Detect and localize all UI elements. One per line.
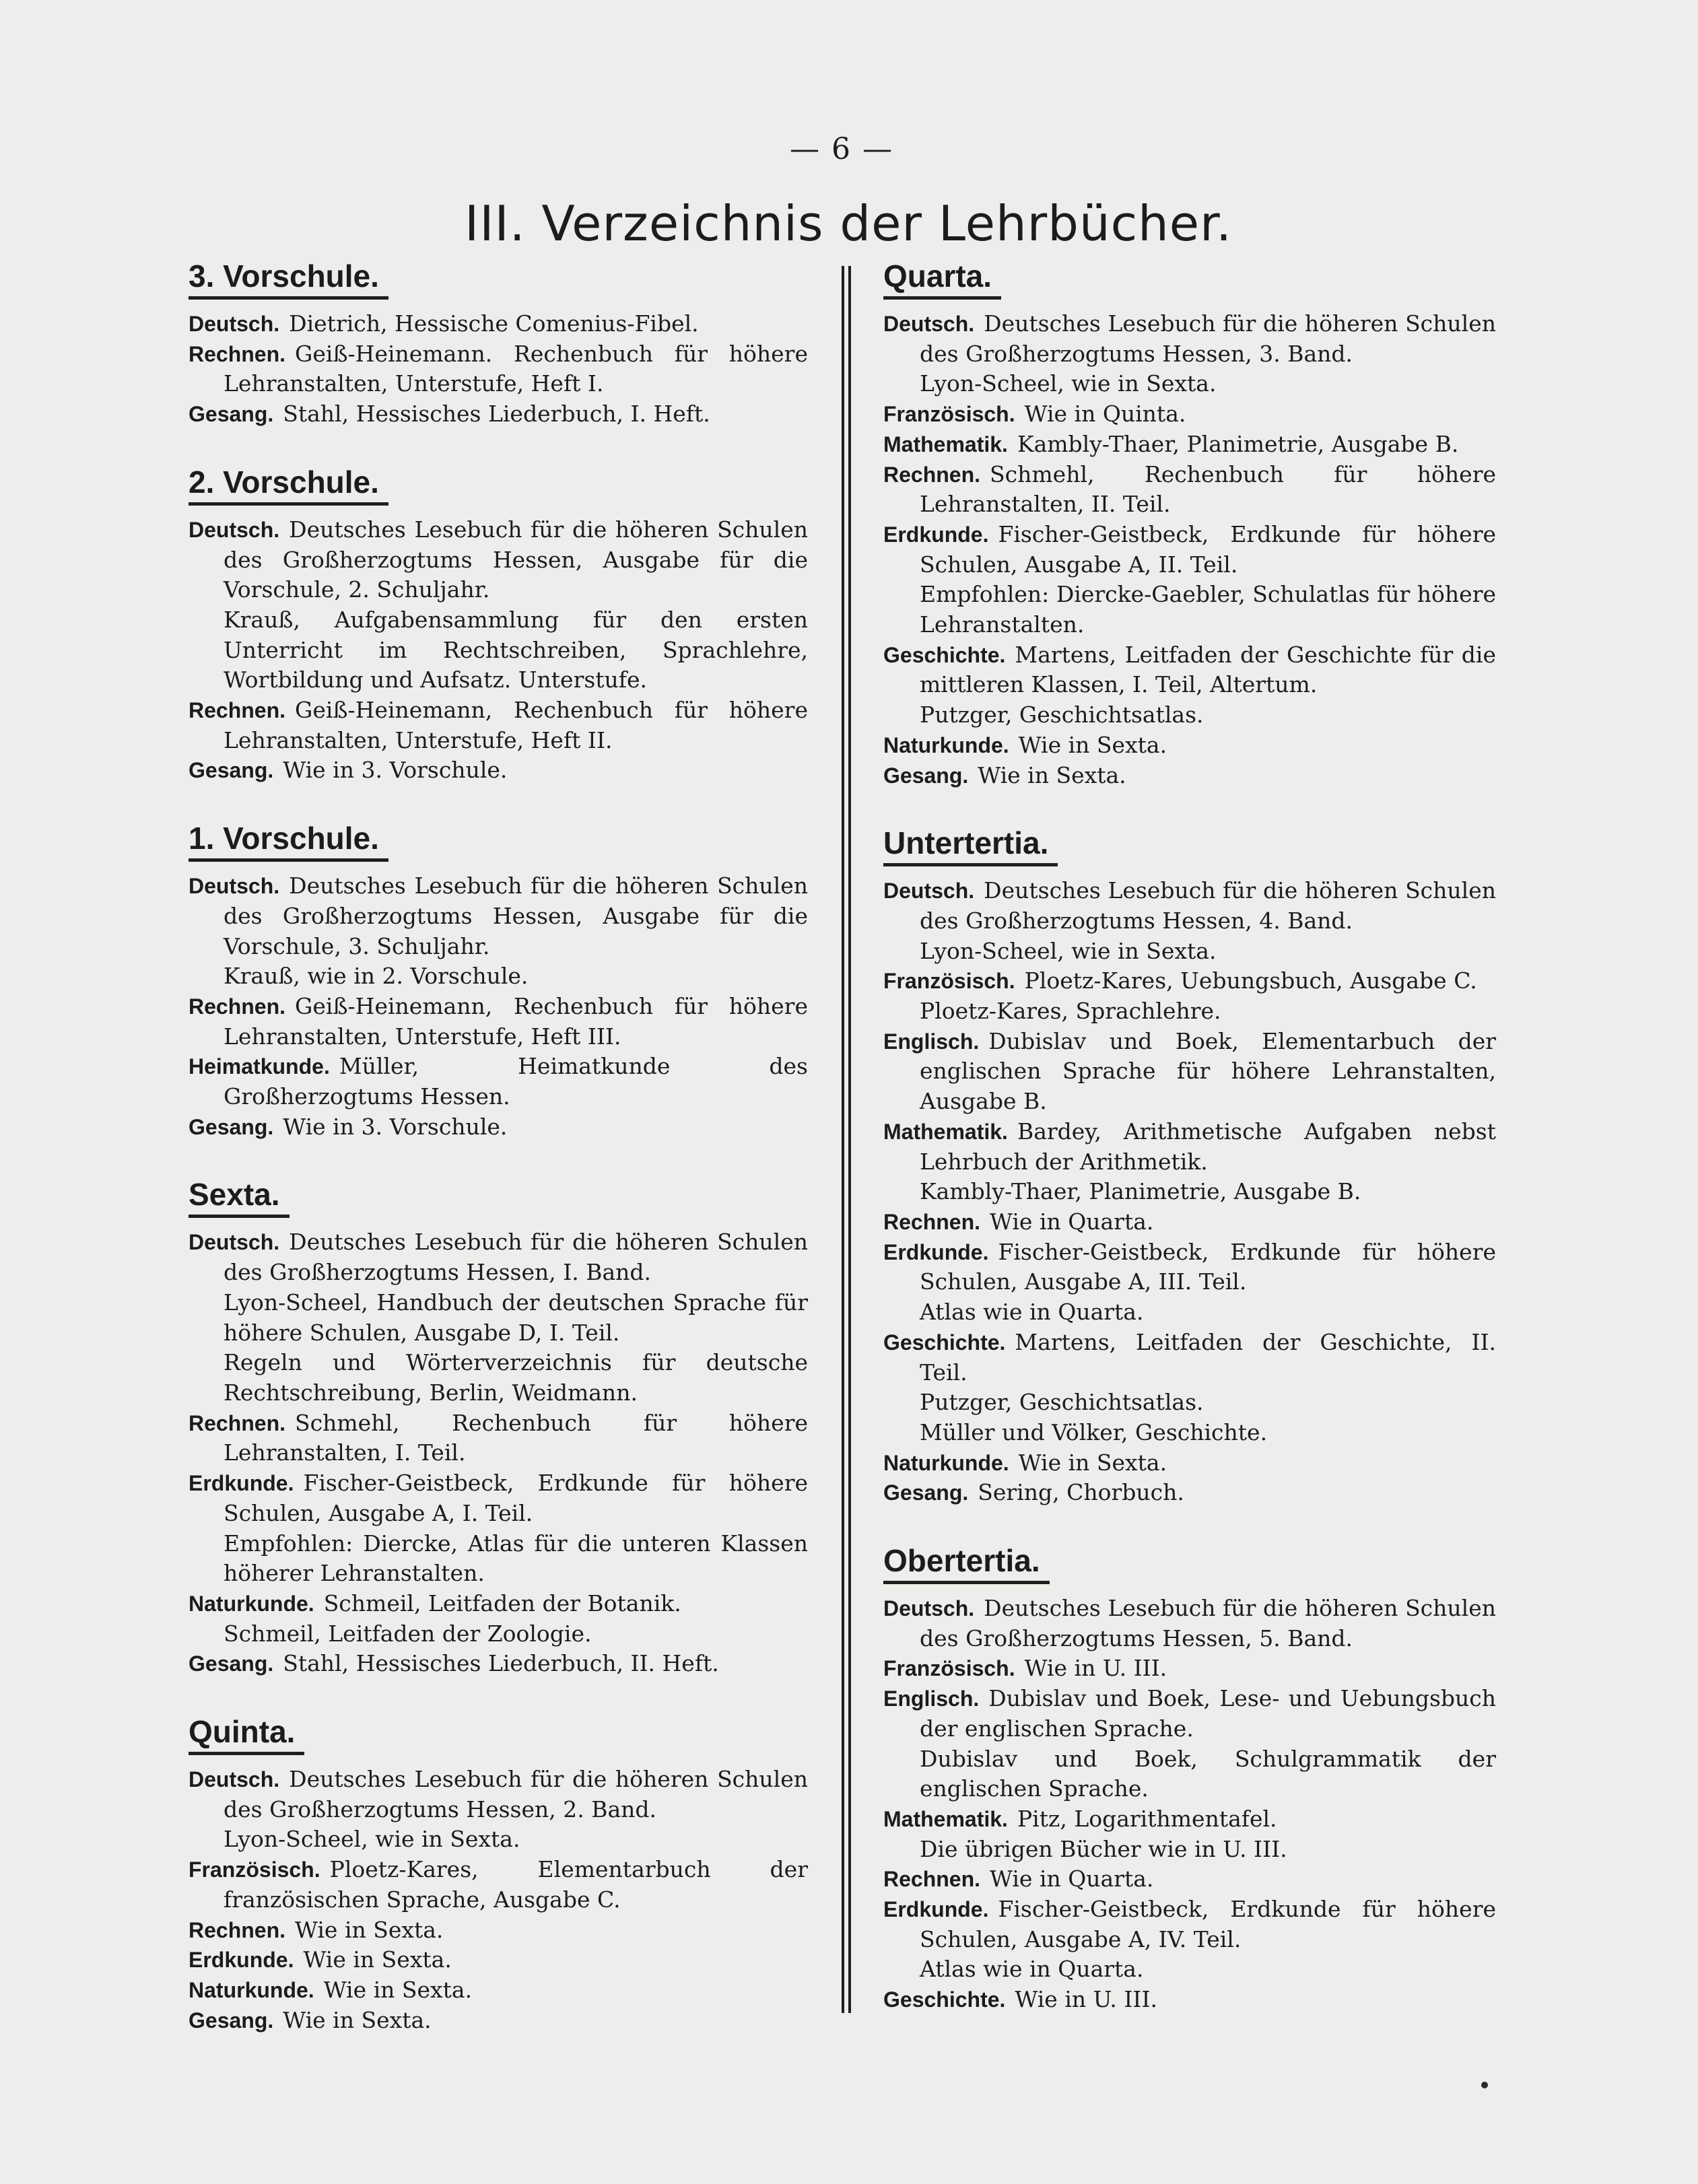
book-text: Deutsches Lesebuch für die höheren Schulen des Großherzogtums Hessen, 5. Band. <box>920 1595 1496 1651</box>
book-entry <box>883 1117 1496 1207</box>
section-heading: Quarta. <box>883 257 1001 300</box>
book-text: Fischer-Geistbeck, Erdkunde für höhere Schulen, Ausgabe A, IV. Teil. <box>920 1896 1496 1952</box>
subject-label: Englisch. <box>883 1686 980 1711</box>
subject-label: Geschichte. <box>883 1987 1006 2012</box>
entry-line <box>883 1237 1496 1297</box>
book-entry <box>189 339 808 399</box>
entry-line <box>189 339 808 399</box>
subject-label: Mathematik. <box>883 432 1008 456</box>
book-entry <box>883 1594 1496 1653</box>
book-text: Martens, Leitfaden der Geschichte, II. Teil. <box>920 1328 1496 1386</box>
book-text: Wie in 3. Vorschule. <box>283 757 508 784</box>
entry-line <box>883 1207 1496 1237</box>
book-entry <box>883 640 1496 730</box>
entry-line <box>883 1864 1496 1895</box>
book-text-continuation: Kambly-Thaer, Planimetrie, Ausgabe B. <box>920 1178 1361 1205</box>
entry-line <box>883 1027 1496 1117</box>
book-text: Fischer-Geistbeck, Erdkunde für höhere Schulen, Ausgabe A, II. Teil. <box>920 520 1496 578</box>
entry-line <box>189 755 808 786</box>
book-text: Stahl, Hessisches Liederbuch, I. Heft. <box>283 401 710 428</box>
book-text: Geiß-Heinemann, Rechenbuch für höhere Lehranstalten, Unterstufe, Heft III. <box>224 992 808 1050</box>
book-entry <box>189 1589 808 1649</box>
book-text: Dubislav und Boek, Lese- und Uebungsbuch der englischen Sprache. <box>920 1685 1496 1742</box>
section-sexta <box>189 1175 808 1679</box>
book-text-continuation: Putzger, Geschichtsatlas. <box>920 1389 1204 1416</box>
book-text: Ploetz-Kares, Uebungsbuch, Ausgabe C. <box>1024 967 1477 994</box>
subject-label: Deutsch. <box>189 517 280 542</box>
book-entry <box>883 1653 1496 1684</box>
book-text-continuation: Empfohlen: Diercke-Gaebler, Schulatlas für höhere Lehranstalten. <box>920 581 1496 638</box>
book-text: Müller, Heimatkunde des Großherzogtums Hessen. <box>224 1053 808 1110</box>
column-divider <box>842 266 851 2013</box>
section-2-vorschule <box>189 463 808 786</box>
book-text: Wie in Quarta. <box>990 1208 1154 1235</box>
subject-label: Erdkunde. <box>189 1471 294 1496</box>
book-entry <box>189 309 808 339</box>
book-text: Deutsches Lesebuch für die höheren Schulen des Großherzogtums Hessen, 2. Band. <box>224 1766 808 1822</box>
book-entry <box>883 1207 1496 1237</box>
book-entry <box>883 1478 1496 1508</box>
subject-label: Rechnen. <box>189 994 286 1019</box>
subject-label: Rechnen. <box>189 1917 286 1942</box>
book-text: Wie in Quarta. <box>990 1866 1154 1892</box>
book-entry <box>883 1027 1496 1117</box>
book-entry <box>883 1895 1496 1985</box>
book-entry <box>189 871 808 992</box>
book-text: Fischer-Geistbeck, Erdkunde für höhere Schulen, Ausgabe A, I. Teil. <box>224 1470 808 1526</box>
entry-line <box>189 1052 808 1112</box>
entry-line <box>883 399 1496 430</box>
book-entry <box>189 1855 808 1915</box>
book-text: Wie in U. III. <box>1024 1655 1167 1682</box>
section-heading: Untertertia. <box>883 824 1058 866</box>
book-text: Wie in Sexta. <box>978 761 1126 788</box>
section-heading: Quinta. <box>189 1713 304 1755</box>
book-text-continuation: Atlas wie in Quarta. <box>920 1956 1144 1983</box>
entry-line <box>189 1855 808 1915</box>
subject-label: Rechnen. <box>883 1209 981 1234</box>
entry-line <box>883 1117 1496 1177</box>
book-text: Geiß-Heinemann. Rechenbuch für höhere Lehranstalten, Unterstufe, Heft I. <box>224 340 808 397</box>
entry-line <box>189 1765 808 1824</box>
subject-label: Französisch. <box>883 1656 1015 1681</box>
book-text: Wie in Sexta. <box>1018 731 1167 758</box>
book-text-continuation: Lyon-Scheel, Handbuch der deutschen Sprache für höhere Schulen, Ausgabe D, I. Teil. <box>224 1289 808 1346</box>
book-text: Wie in Sexta. <box>1018 1449 1167 1476</box>
entry-line <box>883 1895 1496 1954</box>
book-text-continuation: Lyon-Scheel, wie in Sexta. <box>920 937 1217 964</box>
entry-line <box>883 1594 1496 1653</box>
book-entry <box>189 695 808 755</box>
entry-line <box>883 1684 1496 1744</box>
subject-label: Gesang. <box>883 1480 969 1505</box>
entry-line <box>883 460 1496 520</box>
book-text: Deutsches Lesebuch für die höheren Schulen des Großherzogtums Hessen, Ausgabe für die Vorschule, 3. Schuljahr. <box>224 873 808 959</box>
book-text: Pitz, Logarithmentafel. <box>1017 1805 1277 1832</box>
section-obertertia <box>883 1542 1496 2015</box>
subject-label: Gesang. <box>189 402 274 427</box>
section-heading: Sexta. <box>189 1175 290 1218</box>
entry-line <box>883 520 1496 580</box>
book-entry <box>883 876 1496 966</box>
section-heading: 2. Vorschule. <box>189 463 388 506</box>
entry-line <box>189 1408 808 1468</box>
book-entry <box>189 1945 808 1975</box>
book-entry <box>189 1975 808 2006</box>
book-text: Wie in 3. Vorschule. <box>283 1113 508 1140</box>
book-text-continuation: Lyon-Scheel, wie in Sexta. <box>224 1826 520 1853</box>
book-text-continuation: Müller und Völker, Geschichte. <box>920 1419 1268 1445</box>
subject-label: Naturkunde. <box>189 1591 314 1616</box>
book-entry <box>883 730 1496 761</box>
entry-line <box>883 1478 1496 1508</box>
book-text-continuation: Empfohlen: Diercke, Atlas für die unteren Klassen höherer Lehranstalten. <box>224 1530 808 1587</box>
subject-label: Deutsch. <box>883 312 975 336</box>
section-quinta <box>189 1713 808 2035</box>
book-entry <box>883 1804 1496 1864</box>
book-text-continuation: Regeln und Wörterverzeichnis für deutsche Rechtschreibung, Berlin, Weidmann. <box>224 1349 808 1406</box>
book-text-continuation: Krauß, wie in 2. Vorschule. <box>224 963 529 990</box>
subject-label: Französisch. <box>189 1857 320 1882</box>
entry-line <box>883 730 1496 761</box>
book-entry <box>189 1112 808 1142</box>
subject-label: Rechnen. <box>189 1410 286 1435</box>
section-heading: 1. Vorschule. <box>189 819 388 862</box>
entry-line <box>883 761 1496 791</box>
entry-line <box>189 1589 808 1619</box>
entry-line <box>883 640 1496 700</box>
entry-line <box>883 876 1496 936</box>
subject-label: Rechnen. <box>883 462 981 487</box>
subject-label: Deutsch. <box>883 879 975 903</box>
book-text: Schmehl, Rechenbuch für höhere Lehranstalten, II. Teil. <box>920 460 1496 518</box>
entry-line <box>189 309 808 339</box>
subject-label: Erdkunde. <box>883 1897 989 1922</box>
subject-label: Geschichte. <box>883 1330 1006 1355</box>
subject-label: Erdkunde. <box>189 1948 294 1973</box>
book-entry <box>883 1237 1496 1328</box>
book-text: Dietrich, Hessische Comenius-Fibel. <box>289 310 699 337</box>
book-text-continuation: Schmeil, Leitfaden der Zoologie. <box>224 1620 592 1647</box>
book-text: Schmeil, Leitfaden der Botanik. <box>323 1590 681 1616</box>
subject-label: Gesang. <box>189 758 274 783</box>
entry-line <box>883 966 1496 996</box>
right-column <box>883 257 1496 2049</box>
book-text: Wie in Sexta. <box>295 1916 444 1943</box>
subject-label: Gesang. <box>189 1651 274 1676</box>
entry-line <box>883 309 1496 369</box>
section-untertertia <box>883 824 1496 1508</box>
book-text: Wie in Sexta. <box>283 2006 432 2033</box>
subject-label: Erdkunde. <box>883 1239 989 1264</box>
entry-line <box>189 1945 808 1975</box>
book-text-continuation: Ploetz-Kares, Sprachlehre. <box>920 998 1221 1025</box>
subject-label: Französisch. <box>883 969 1015 994</box>
subject-label: Naturkunde. <box>883 1450 1009 1475</box>
subject-label: Rechnen. <box>189 698 286 723</box>
entry-line <box>883 1448 1496 1478</box>
book-entry <box>883 1448 1496 1478</box>
left-column <box>189 257 808 2069</box>
subject-label: Gesang. <box>883 763 969 788</box>
book-text: Deutsches Lesebuch für die höheren Schulen des Großherzogtums Hessen, Ausgabe für die Vorschule, 2. Schuljahr. <box>224 516 808 603</box>
book-text: Wie in Sexta. <box>303 1946 452 1973</box>
subject-label: Rechnen. <box>189 341 286 366</box>
book-entry <box>189 992 808 1052</box>
book-entry <box>883 430 1496 460</box>
book-text: Bardey, Arithmetische Aufgaben nebst Lehrbuch der Arithmetik. <box>920 1118 1496 1175</box>
page-number: — 6 — <box>790 132 893 166</box>
book-entry <box>189 755 808 786</box>
book-text: Fischer-Geistbeck, Erdkunde für höhere Schulen, Ausgabe A, III. Teil. <box>920 1238 1496 1295</box>
subject-label: Naturkunde. <box>883 732 1009 757</box>
section-quarta <box>883 257 1496 790</box>
book-text: Sering, Chorbuch. <box>978 1479 1184 1506</box>
subject-label: Französisch. <box>883 402 1015 427</box>
entry-line <box>189 2006 808 2036</box>
book-entry <box>883 761 1496 791</box>
section-1-vorschule <box>189 819 808 1142</box>
book-entry <box>189 1468 808 1589</box>
entry-line <box>189 1915 808 1946</box>
entry-line <box>189 1227 808 1287</box>
subject-label: Gesang. <box>189 1114 274 1139</box>
book-text-continuation: Atlas wie in Quarta. <box>920 1299 1144 1326</box>
section-heading: 3. Vorschule. <box>189 257 388 300</box>
book-entry <box>883 460 1496 520</box>
subject-label: Geschichte. <box>883 642 1006 667</box>
subject-label: Heimatkunde. <box>189 1054 330 1079</box>
subject-label: Deutsch. <box>189 1230 280 1255</box>
book-entry <box>189 1915 808 1946</box>
subject-label: Naturkunde. <box>189 1977 314 2002</box>
ink-dot <box>1481 2082 1488 2088</box>
entry-line <box>189 515 808 605</box>
book-entry <box>883 1684 1496 1804</box>
book-text: Geiß-Heinemann, Rechenbuch für höhere Lehranstalten, Unterstufe, Heft II. <box>224 697 808 753</box>
entry-line <box>189 399 808 430</box>
book-entry <box>883 309 1496 399</box>
book-text: Deutsches Lesebuch für die höheren Schulen des Großherzogtums Hessen, I. Band. <box>224 1229 808 1286</box>
book-text: Wie in Sexta. <box>323 1976 473 2003</box>
book-text-continuation: Dubislav und Boek, Schulgrammatik der englischen Sprache. <box>920 1745 1496 1802</box>
entry-line <box>189 871 808 961</box>
book-entry <box>189 1765 808 1855</box>
book-entry <box>189 1408 808 1468</box>
subject-label: Deutsch. <box>189 312 280 336</box>
book-entry <box>883 1864 1496 1895</box>
entry-line <box>883 1328 1496 1388</box>
entry-line <box>189 1649 808 1679</box>
book-text-continuation: Krauß, Aufgabensammlung für den ersten Unterricht im Rechtschreiben, Sprachlehre, Wortbildung und Aufsatz. Unterstufe. <box>224 606 808 693</box>
book-text: Stahl, Hessisches Liederbuch, II. Heft. <box>283 1650 719 1677</box>
book-entry <box>883 966 1496 1026</box>
entry-line <box>883 430 1496 460</box>
entry-line <box>883 1804 1496 1835</box>
page-title: III. Verzeichnis der Lehrbücher. <box>465 195 1232 252</box>
subject-label: Deutsch. <box>189 1767 280 1792</box>
subject-label: Mathematik. <box>883 1806 1008 1831</box>
entry-line <box>189 992 808 1052</box>
book-text: Wie in U. III. <box>1015 1986 1157 2013</box>
book-entry <box>883 520 1496 640</box>
book-entry <box>189 399 808 430</box>
entry-line <box>189 1112 808 1142</box>
entry-line <box>883 1985 1496 2015</box>
subject-label: Erdkunde. <box>883 522 989 547</box>
book-text: Kambly-Thaer, Planimetrie, Ausgabe B. <box>1017 430 1459 457</box>
subject-label: Gesang. <box>189 2008 274 2033</box>
book-text-continuation: Die übrigen Bücher wie in U. III. <box>920 1835 1287 1862</box>
book-entry <box>189 1649 808 1679</box>
book-text: Schmehl, Rechenbuch für höhere Lehranstalten, I. Teil. <box>224 1409 808 1466</box>
book-entry <box>189 2006 808 2036</box>
book-entry <box>883 399 1496 430</box>
book-text: Deutsches Lesebuch für die höheren Schulen des Großherzogtums Hessen, 4. Band. <box>920 877 1496 934</box>
book-entry <box>189 1052 808 1112</box>
subject-label: Englisch. <box>883 1029 980 1054</box>
book-entry <box>189 1227 808 1408</box>
entry-line <box>189 1468 808 1528</box>
subject-label: Deutsch. <box>189 874 280 899</box>
section-heading: Obertertia. <box>883 1542 1050 1584</box>
entry-line <box>883 1653 1496 1684</box>
entry-line <box>189 695 808 755</box>
book-text: Wie in Quinta. <box>1024 401 1186 428</box>
book-entry <box>189 515 808 695</box>
book-text-continuation: Putzger, Geschichtsatlas. <box>920 702 1204 728</box>
book-entry <box>883 1328 1496 1448</box>
subject-label: Rechnen. <box>883 1867 981 1892</box>
section-3-vorschule <box>189 257 808 430</box>
book-text: Martens, Leitfaden der Geschichte für die mittleren Klassen, I. Teil, Altertum. <box>920 641 1496 698</box>
subject-label: Deutsch. <box>883 1596 975 1621</box>
book-text-continuation: Lyon-Scheel, wie in Sexta. <box>920 370 1217 397</box>
book-text: Deutsches Lesebuch für die höheren Schulen des Großherzogtums Hessen, 3. Band. <box>920 310 1496 367</box>
entry-line <box>189 1975 808 2006</box>
book-text: Ploetz-Kares, Elementarbuch der französischen Sprache, Ausgabe C. <box>224 1856 808 1913</box>
subject-label: Mathematik. <box>883 1119 1008 1144</box>
book-text: Dubislav und Boek, Elementarbuch der englischen Sprache für höhere Lehranstalten, Ausgabe B. <box>920 1027 1496 1115</box>
book-entry <box>883 1985 1496 2015</box>
